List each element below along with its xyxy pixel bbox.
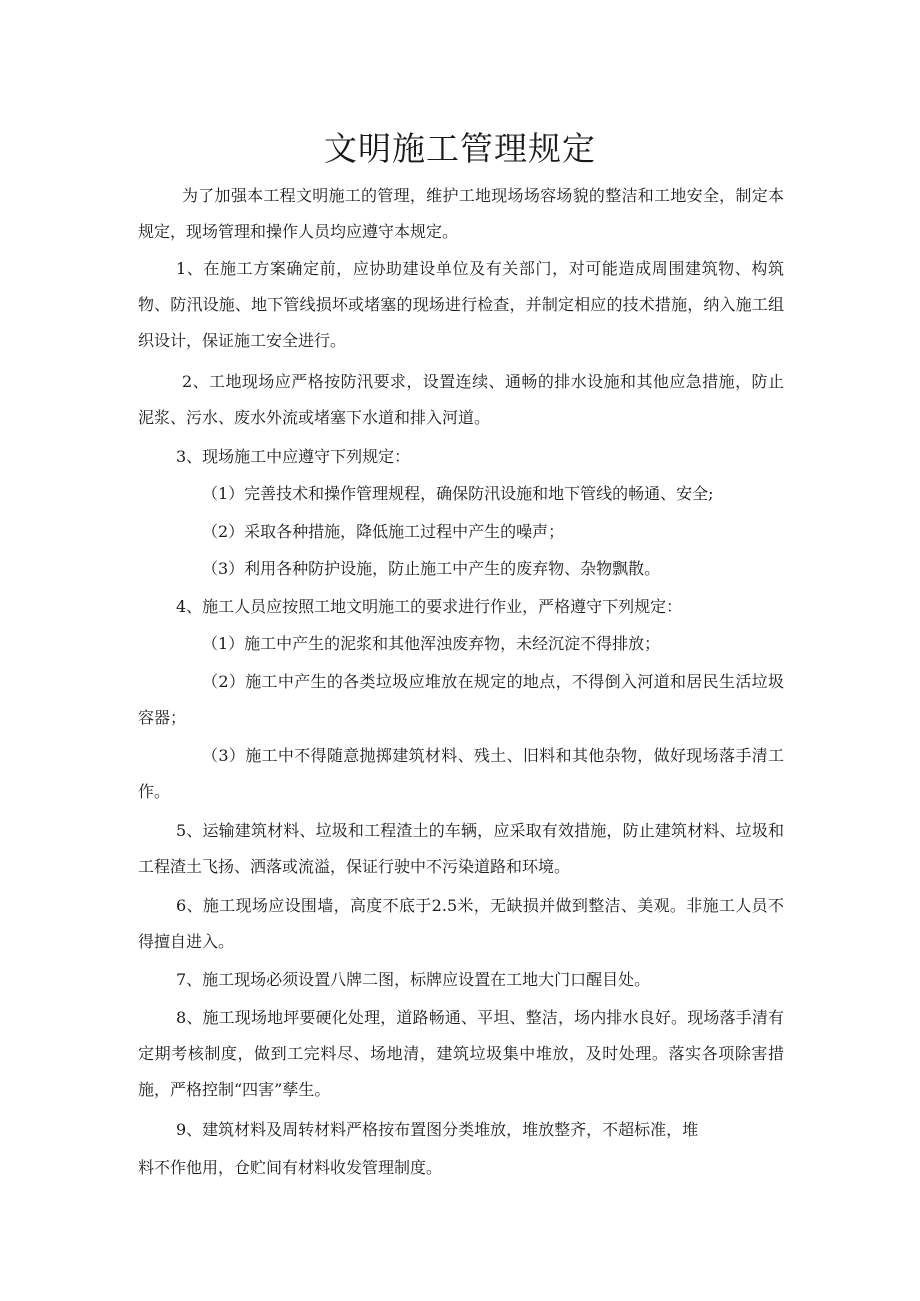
item-9-line-1: 9、建筑材料及周转材料严格按布置图分类堆放，堆放整齐，不超标准，堆 [176, 1120, 699, 1139]
item-3: 3、现场施工中应遵守下列规定： [176, 447, 411, 466]
item-8: 8、施工现场地坪要硬化处理，道路畅通、平坦、整洁，场内排水良好。现场落手清有定期考核制度，做到工完料尽、场地清，建筑垃圾集中堆放，及时处理。落实各项除害措施，严格控制“四害”孳生。 [138, 1008, 784, 1099]
item-4-sub-3: （3）施工中不得随意抛掷建筑材料、残土、旧料和其他杂物，做好现场落手清工作。 [138, 746, 784, 801]
item-3-sub-3: （3）利用各种防护设施，防止施工中产生的废弃物、杂物飘散。 [202, 559, 661, 578]
item-3-sub-2: （2）采取各种措施，降低施工过程中产生的噪声； [202, 522, 565, 541]
item-1: 1、在施工方案确定前，应协助建设单位及有关部门，对可能造成周围建筑物、构筑物、防汛设施、地下管线损坏或堵塞的现场进行检查，并制定相应的技术措施，纳入施工组织设计，保证施工安全进行。 [138, 259, 784, 350]
item-3-sub-1: （1）完善技术和操作管理规程，确保防汛设施和地下管线的畅通、安全; [202, 484, 714, 503]
item-2: 2、工地现场应严格按防汛要求，设置连续、通畅的排水设施和其他应急措施，防止泥浆、污水、废水外流或堵塞下水道和排入河道。 [138, 372, 784, 427]
intro-paragraph: 为了加强本工程文明施工的管理，维护工地现场场容场貌的整洁和工地安全，制定本规定，现场管理和操作人员均应遵守本规定。 [138, 186, 784, 241]
item-6: 6、施工现场应设围墙，高度不底于2.5米，无缺损并做到整洁、美观。非施工人员不得擅自进入。 [138, 896, 784, 951]
item-5: 5、运输建筑材料、垃圾和工程渣土的车辆，应采取有效措施，防止建筑材料、垃圾和工程渣土飞扬、洒落或流溢，保证行驶中不污染道路和环境。 [138, 821, 784, 876]
item-4-sub-1: （1）施工中产生的泥浆和其他浑浊废弃物，未经沉淀不得排放； [202, 634, 661, 653]
item-4: 4、施工人员应按照工地文明施工的要求进行作业，严格遵守下列规定： [176, 597, 683, 616]
item-9-line-2: 料不作他用，仓贮间有材料收发管理制度。 [138, 1158, 443, 1177]
item-7: 7、施工现场必须设置八牌二图，标牌应设置在工地大门口醒目处。 [176, 970, 651, 989]
document-title: 文明施工管理规定 [324, 129, 596, 168]
item-4-sub-2: （2）施工中产生的各类垃圾应堆放在规定的地点，不得倒入河道和居民生活垃圾容器； [138, 672, 784, 727]
